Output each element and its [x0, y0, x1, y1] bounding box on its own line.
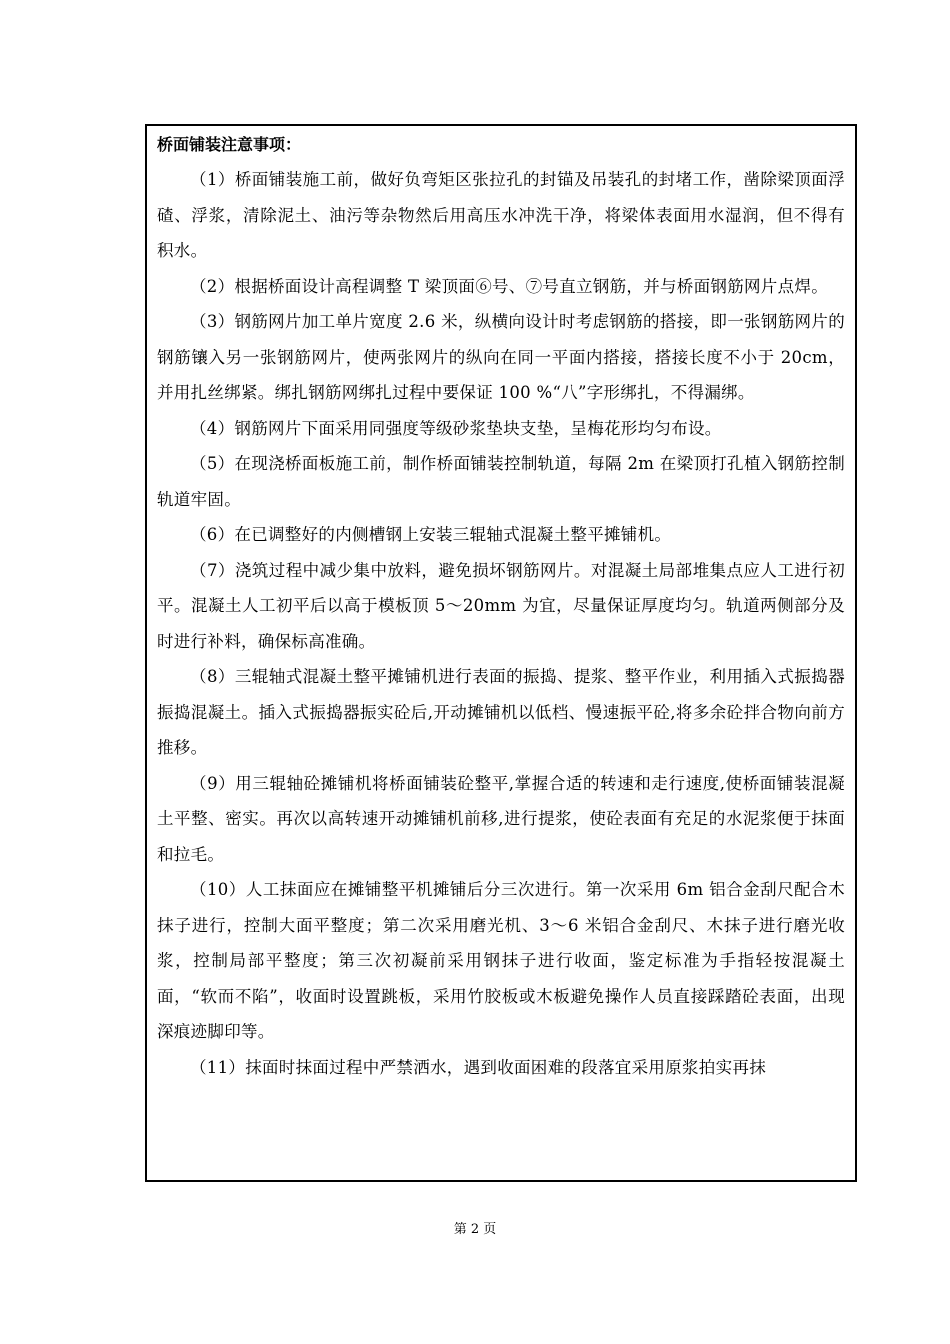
paragraph-4: （4）钢筋网片下面采用同强度等级砂浆垫块支垫，呈梅花形均匀布设。	[190, 418, 722, 438]
paragraph-7: （7）浇筑过程中减少集中放料，避免损坏钢筋网片。对混凝土局部堆集点应人工进行初平。混凝土人工初平后以高于模板顶 5～20mm 为宜，尽量保证厚度均匀。轨道两侧部分及时进行补料，确保标高准确。	[157, 560, 845, 651]
paragraph-10: （10）人工抹面应在摊铺整平机摊铺后分三次进行。第一次采用 6m 铝合金刮尺配合木抹子进行，控制大面平整度；第二次采用磨光机、3～6 米铝合金刮尺、木抹子进行磨光收浆，控制局部平整度；第三次初凝前采用钢抹子进行收面，鉴定标准为手指轻按混凝土面，“软而不陷”，收面时设置跳板，采用竹胶板或木板避免操作人员直接踩踏砼表面，出现深痕迹脚印等。	[157, 880, 845, 1041]
section-title: 桥面铺装注意事项：	[157, 135, 302, 154]
paragraph-11: （11）抹面时抹面过程中严禁洒水，遇到收面困难的段落宜采用原浆拍实再抹	[190, 1057, 766, 1077]
document-frame	[145, 124, 857, 1182]
page-number: 第 2 页	[453, 1222, 497, 1237]
paragraph-9: （9）用三辊轴砼摊铺机将桥面铺装砼整平,掌握合适的转速和走行速度,使桥面铺装混凝土平整、密实。再次以高转速开动摊铺机前移,进行提浆，使砼表面有充足的水泥浆便于抹面和拉毛。	[157, 773, 845, 864]
paragraph-8: （8）三辊轴式混凝土整平摊铺机进行表面的振捣、提浆、整平作业，利用插入式振捣器振捣混凝土。插入式振捣器振实砼后,开动摊铺机以低档、慢速振平砼,将多余砼拌合物向前方推移。	[157, 667, 845, 757]
paragraph-2: （2）根据桥面设计高程调整 T 梁顶面⑥号、⑦号直立钢筋，并与桥面钢筋网片点焊。	[190, 276, 828, 296]
paragraph-3: （3）钢筋网片加工单片宽度 2.6 米，纵横向设计时考虑钢筋的搭接，即一张钢筋网片的钢筋镶入另一张钢筋网片，使两张网片的纵向在同一平面内搭接，搭接长度不小于 20cm，并用扎丝绑紧。绑扎钢筋网绑扎过程中要保证 100 %“八”字形绑扎，不得漏绑。	[157, 312, 845, 402]
paragraph-1: （1）桥面铺装施工前，做好负弯矩区张拉孔的封锚及吊装孔的封堵工作，凿除梁顶面浮碴、浮浆，清除泥土、油污等杂物然后用高压水冲洗干净，将梁体表面用水湿润，但不得有积水。	[157, 170, 845, 260]
paragraph-5: （5）在现浇桥面板施工前，制作桥面铺装控制轨道，每隔 2m 在梁顶打孔植入钢筋控制轨道牢固。	[157, 454, 845, 509]
paragraph-6: （6）在已调整好的内侧槽钢上安装三辊轴式混凝土整平摊铺机。	[190, 525, 672, 544]
